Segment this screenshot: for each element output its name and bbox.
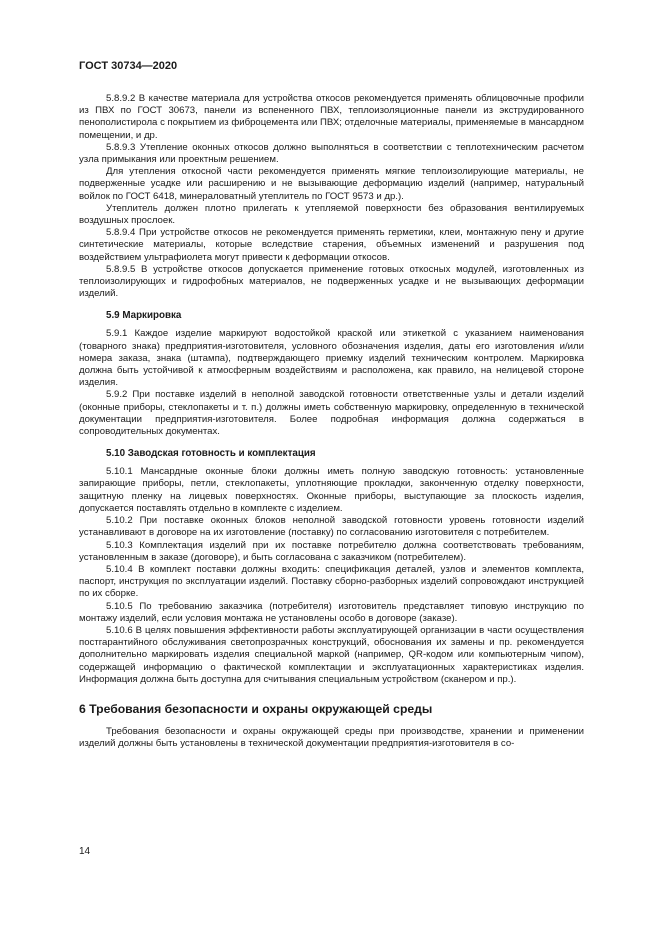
document-header: ГОСТ 30734—2020 [79, 60, 178, 72]
paragraph-5-8-9-5: 5.8.9.5 В устройстве откосов допускается применение готовых откосных модулей, изготовленных из теплоизолирующих и гидрофобных материалов, не подверженных усадке и не вызывающих деформации изделий. [79, 263, 584, 300]
paragraph-5-10-5: 5.10.5 По требованию заказчика (потребителя) изготовитель представляет типовую инструкцию по монтажу изделий, если условия монтажа не установлены особо в договоре (заказе). [79, 600, 584, 624]
paragraph-5-10-3: 5.10.3 Комплектация изделий при их поставке потребителю должна соответствовать требованиям, установленным в заказе (договоре), и быть согласована с заказчиком (потребителем). [79, 539, 584, 563]
section-heading-5-9: 5.9 Маркировка [106, 310, 182, 322]
paragraph-5-8-9-2: 5.8.9.2 В качестве материала для устройства откосов рекомендуется применять облицовочные профили из ПВХ по ГОСТ 30673, панели из вспененного ПВХ, теплоизоляционные панели из экструдированного пенополистирола с покрытием из фиброцемента или ПВХ; отделочные материалы, применяемые в мансардном помещении, и др. [79, 93, 584, 141]
section-heading-5-10: 5.10 Заводская готовность и комплектация [106, 448, 316, 460]
document-body [79, 93, 584, 750]
page-number: 14 [79, 846, 91, 857]
paragraph-5-10-4: 5.10.4 В комплект поставки должны входить: спецификация деталей, узлов и элементов комплекта, паспорт, инструкция по эксплуатации изделий. Поставку сборно-разборных изделий сопровождают инструкцией по их сборке. [79, 563, 584, 600]
paragraph-insulation-fit: Утеплитель должен плотно прилегать к утепляемой поверхности без образования вентилируемых воздушных прослоек. [79, 202, 584, 227]
paragraph-5-9-1: 5.9.1 Каждое изделие маркируют водостойкой краской или этикеткой с указанием наименования (товарного знака) предприятия-изготовителя, условного обозначения изделия, даты его изготовления и/или номера заказа, знака (штампа), подтверждающего приемку изделий техническим контролем. Маркировка должна быть устойчивой к атмосферным воздействиям и расположена, как правило, на нелицевой стороне изделия. [79, 328, 584, 389]
paragraph-insulation-materials: Для утепления откосной части рекомендуется применять мягкие теплоизолирующие материалы, не подверженные усадке или расширению и не вызывающие деформацию изделий (например, натуральный войлок по ГОСТ 6418, минераловатный утеплитель по ГОСТ 9573 и др.). [79, 166, 584, 202]
paragraph-5-10-6: 5.10.6 В целях повышения эффективности работы эксплуатирующей организации в части осуществления постгарантийного обслуживания светопрозрачных конструкций, обоснования их замены и пр. рекомендуется дополнительно маркировать изделия специальной маркой (например, QR-кодом или компьютерным чипом), содержащей информацию о фактической комплектации и эксплуатационных характеристиках изделия. Информация должна быть доступна для считывания специальным устройством (сканером и пр.). [79, 624, 584, 685]
paragraph-5-10-1: 5.10.1 Мансардные оконные блоки должны иметь полную заводскую готовность: установленные запирающие приборы, петли, стеклопакеты, уплотняющие прокладки, законченную отделку поверхности, защитную пленку на лицевых поверхностях. Оконные приборы, выступающие за плоскость изделия, допускается поставлять отдельно в комплекте с изделием. [79, 466, 584, 514]
paragraph-5-9-2: 5.9.2 При поставке изделий в неполной заводской готовности ответственные узлы и детали изделий (оконные приборы, стеклопакеты и т. п.) должны иметь собственную маркировку, определенную в технической документации предприятия-изготовителя. Более подробная информация должна содержаться в сопроводительных документах. [79, 389, 584, 438]
paragraph-6-intro: Требования безопасности и охраны окружающей среды при производстве, хранении и применении изделий должны быть установлены в технической документации предприятия-изготовителя в со- [79, 725, 584, 750]
paragraph-5-10-2: 5.10.2 При поставке оконных блоков неполной заводской готовности уровень готовности изделий устанавливают в договоре на их изготовление (поставку) по согласованию изготовителя с потребителем. [79, 515, 584, 539]
paragraph-5-8-9-3: 5.8.9.3 Утепление оконных откосов должно выполняться в соответствии с теплотехническим расчетом узла примыкания или проектным решением. [79, 141, 584, 166]
paragraph-5-8-9-4: 5.8.9.4 При устройстве откосов не рекомендуется применять герметики, клеи, монтажную пену и другие синтетические материалы, которые вследствие старения, объемных изменений и разрушения под воздействием ультрафиолета могут привести к деформации откосов. [79, 227, 584, 263]
section-heading-6: 6 Требования безопасности и охраны окружающей среды [79, 701, 433, 716]
